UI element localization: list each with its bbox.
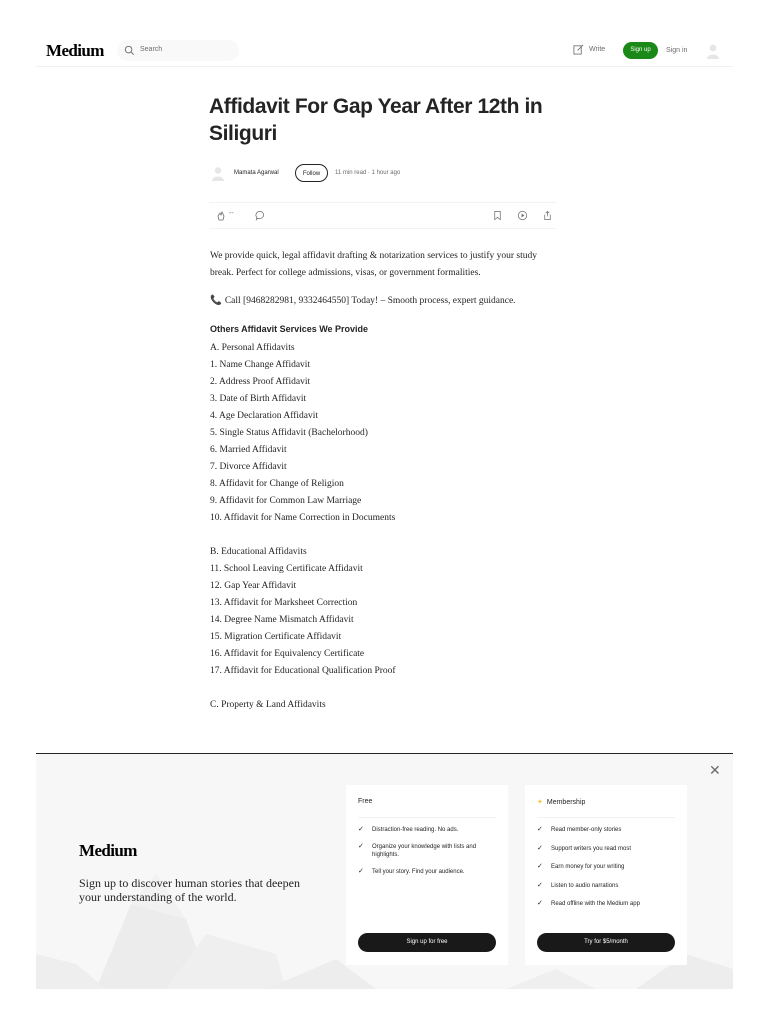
article-byline: [210, 164, 590, 184]
signup-button[interactable]: Sign up: [623, 42, 658, 59]
list-item: 1. Name Change Affidavit: [210, 360, 311, 370]
try-membership-button[interactable]: Try for $5/month: [537, 933, 675, 952]
list-item: 12. Gap Year Affidavit: [210, 581, 297, 591]
follow-button[interactable]: Follow: [295, 164, 328, 182]
page-frame: [36, 36, 733, 989]
list-item: 9. Affidavit for Common Law Marriage: [210, 496, 362, 506]
divider: [358, 817, 496, 818]
list-item: 3. Date of Birth Affidavit: [210, 394, 307, 404]
feature-item: ✓ Read member-only stories: [537, 826, 622, 833]
section-b-title: B. Educational Affidavits: [210, 547, 307, 557]
spacer: [210, 680, 560, 697]
list-item: 7. Divorce Affidavit: [210, 462, 287, 472]
top-navbar: [36, 36, 733, 67]
clap-count: --: [229, 210, 234, 217]
list-item: 10. Affidavit for Name Correction in Documents: [210, 513, 396, 523]
check-icon: ✓: [358, 868, 364, 875]
free-plan-features: [358, 826, 498, 885]
check-icon: ✓: [537, 826, 543, 833]
meta-separator: ·: [367, 170, 370, 176]
search-placeholder: Search: [140, 46, 163, 53]
user-avatar-icon[interactable]: [704, 42, 722, 60]
signup-overlay: [36, 754, 733, 989]
list-item: 2. Address Proof Affidavit: [210, 377, 311, 387]
read-time: 11 min read: [335, 170, 367, 176]
feature-item: ✓ Listen to audio narrations: [537, 881, 619, 889]
share-icon[interactable]: [542, 210, 553, 221]
call-paragraph: [210, 293, 560, 310]
clap-icon[interactable]: [215, 210, 227, 222]
feature-item: ✓ Read offline with the Medium app: [537, 900, 640, 908]
search-icon: [124, 45, 135, 56]
write-icon: [573, 44, 584, 55]
star-icon: ✦: [537, 799, 543, 806]
feature-item: ✓ Organize your knowledge with lists and highlights.: [358, 843, 477, 858]
services-heading: Others Affidavit Services We Provide: [210, 324, 369, 334]
feature-item: ✓ Distraction-free reading. No ads.: [358, 826, 459, 833]
check-icon: ✓: [537, 900, 543, 908]
list-item: 4. Age Declaration Affidavit: [210, 411, 318, 421]
list-item: 16. Affidavit for Equivalency Certificate: [210, 649, 365, 659]
membership-plan-features: [537, 826, 677, 919]
search-input[interactable]: [117, 40, 239, 61]
signup-free-button[interactable]: Sign up for free: [358, 933, 496, 952]
write-label: Write: [589, 46, 606, 53]
article-body: [210, 248, 560, 714]
free-plan-title: Free: [358, 798, 373, 805]
check-icon: ✓: [537, 863, 543, 871]
check-icon: ✓: [537, 844, 543, 852]
intro-paragraph: We provide quick, legal affidavit drafting & notarization services to justify your study break. Perfect for college admissions, visas, or government formalities.: [210, 251, 537, 278]
phone-icon: 📞: [210, 296, 222, 306]
listen-play-icon[interactable]: [517, 210, 528, 221]
signin-link[interactable]: Sign in: [666, 47, 688, 54]
overlay-tagline: Sign up to discover human stories that deepen your understanding of the world.: [79, 876, 300, 904]
feature-item: ✓ Earn money for your writing: [537, 863, 625, 871]
comment-icon[interactable]: [255, 210, 266, 221]
feature-item: ✓ Tell your story. Find your audience.: [358, 868, 465, 875]
check-icon: ✓: [358, 826, 364, 833]
overlay-medium-logo: Medium: [79, 841, 137, 860]
feature-item: ✓ Support writers you read most: [537, 844, 632, 852]
list-item: 13. Affidavit for Marksheet Correction: [210, 598, 358, 608]
list-item: 15. Migration Certificate Affidavit: [210, 632, 342, 642]
article-title: Affidavit For Gap Year After 12th in Siliguri: [209, 95, 543, 145]
author-name[interactable]: Mamata Agarwal: [234, 170, 279, 176]
list-item: 6. Married Affidavit: [210, 445, 287, 455]
check-icon: ✓: [358, 843, 364, 850]
membership-plan-title: ✦ Membership: [537, 799, 586, 806]
list-item: 11. School Leaving Certificate Affidavit: [210, 564, 363, 574]
spacer: [210, 527, 560, 544]
call-text: Call [9468282981, 9332464550] Today! – Smooth process, expert guidance.: [224, 296, 516, 306]
medium-logo[interactable]: Medium: [46, 41, 104, 60]
divider: [537, 817, 675, 818]
list-item: 5. Single Status Affidavit (Bachelorhood): [210, 428, 368, 438]
membership-plan-card: [525, 785, 687, 965]
list-item: 14. Degree Name Mismatch Affidavit: [210, 615, 354, 625]
list-item: 17. Affidavit for Educational Qualification Proof: [210, 666, 396, 676]
check-icon: ✓: [537, 881, 543, 889]
list-item: 8. Affidavit for Change of Religion: [210, 479, 344, 489]
section-c-title: C. Property & Land Affidavits: [210, 700, 326, 710]
bookmark-icon[interactable]: [492, 210, 503, 221]
close-icon[interactable]: ✕: [709, 762, 721, 778]
article-action-bar: [209, 202, 556, 229]
author-avatar-icon[interactable]: [210, 165, 226, 181]
free-plan-card: [346, 785, 508, 965]
post-time: 1 hour ago: [371, 170, 401, 176]
article-meta: [335, 170, 400, 176]
section-a-title: A. Personal Affidavits: [210, 343, 295, 353]
